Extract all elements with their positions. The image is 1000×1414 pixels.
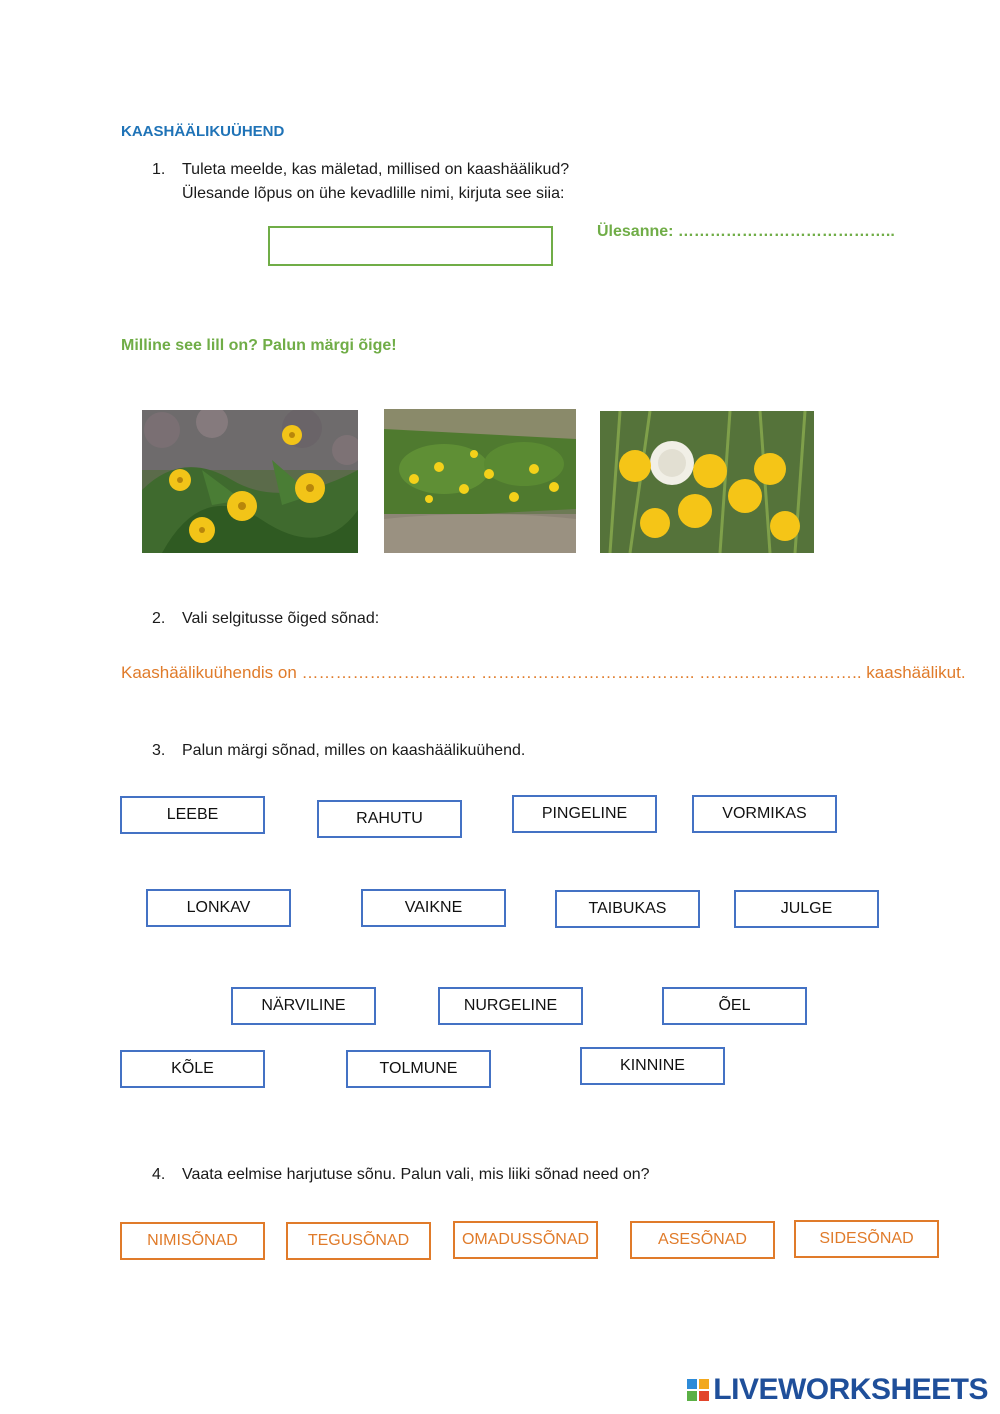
question-3-number: 3.	[152, 742, 166, 759]
question-2-number: 2.	[152, 610, 166, 627]
task-label: Ülesanne: …………………………………..	[597, 223, 895, 240]
question-1-number: 1.	[152, 161, 166, 178]
word-box[interactable]: LONKAV	[146, 889, 291, 927]
word-type-option[interactable]: NIMISÕNAD	[120, 1222, 265, 1260]
word-box[interactable]: KINNINE	[580, 1047, 725, 1085]
word-type-option[interactable]: OMADUSSÕNAD	[453, 1221, 598, 1259]
word-box[interactable]: TOLMUNE	[346, 1050, 491, 1088]
question-3-text: Palun märgi sõnad, milles on kaashäälikuühend.	[182, 742, 526, 759]
flower-name-input[interactable]	[268, 226, 553, 266]
word-box[interactable]: VORMIKAS	[692, 795, 837, 833]
word-box[interactable]: LEEBE	[120, 796, 265, 834]
question-2-text: Vali selgitusse õiged sõnad:	[182, 610, 380, 627]
question-1-text-line2: Ülesande lõpus on ühe kevadlille nimi, kirjuta see siia:	[182, 185, 565, 202]
word-box[interactable]: NURGELINE	[438, 987, 583, 1025]
word-box[interactable]: JULGE	[734, 890, 879, 928]
explanation-sentence: Kaashäälikuühendis on …………………………. ……………………………….. ……………………….. kaashäälikut.	[121, 663, 966, 682]
question-4-text: Vaata eelmise harjutuse sõnu. Palun vali, mis liiki sõnad need on?	[182, 1166, 650, 1183]
question-4-number: 4.	[152, 1166, 166, 1183]
liveworksheets-logo	[687, 1373, 988, 1407]
word-box[interactable]: TAIBUKAS	[555, 890, 700, 928]
word-box[interactable]: ÕEL	[662, 987, 807, 1025]
word-box[interactable]: RAHUTU	[317, 800, 462, 838]
dandelion-photo[interactable]	[600, 411, 814, 553]
word-box[interactable]: VAIKNE	[361, 889, 506, 927]
word-type-option[interactable]: ASESÕNAD	[630, 1221, 775, 1259]
word-box[interactable]: PINGELINE	[512, 795, 657, 833]
logo-text: LIVEWORKSHEETS	[713, 1373, 988, 1406]
word-type-option[interactable]: SIDESÕNAD	[794, 1220, 939, 1258]
word-box[interactable]: KÕLE	[120, 1050, 265, 1088]
flower-question: Milline see lill on? Palun märgi õige!	[121, 337, 397, 354]
word-box[interactable]: NÄRVILINE	[231, 987, 376, 1025]
yellow-anemone-photo[interactable]	[142, 410, 358, 553]
question-1-text-line1: Tuleta meelde, kas mäletad, millised on kaashäälikud?	[182, 161, 570, 178]
logo-cubes-icon	[687, 1379, 709, 1401]
marsh-marigold-photo[interactable]	[384, 409, 576, 553]
worksheet-title: KAASHÄÄLIKUÜHEND	[121, 123, 285, 140]
word-type-option[interactable]: TEGUSÕNAD	[286, 1222, 431, 1260]
